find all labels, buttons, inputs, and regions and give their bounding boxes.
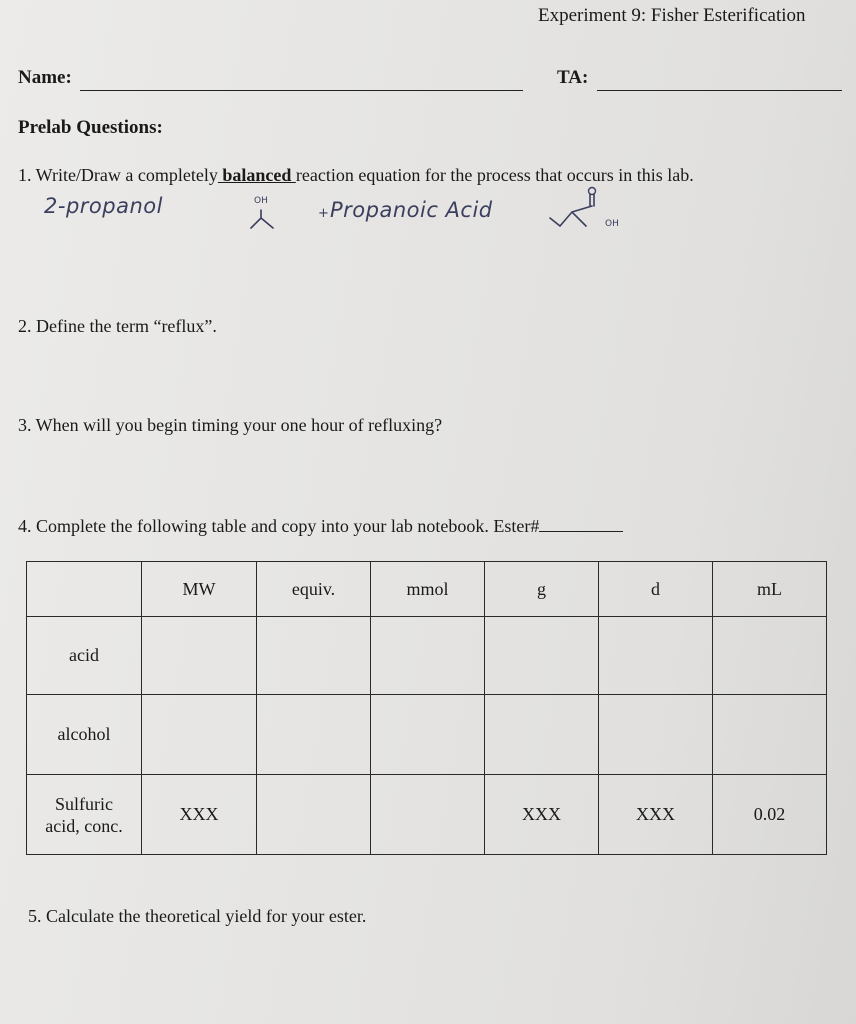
question-1	[18, 165, 694, 186]
table-cell: 0.02	[713, 775, 827, 855]
table-row	[27, 617, 827, 695]
table-header-d: d	[599, 562, 713, 617]
question-2: 2. Define the term “reflux”.	[18, 316, 217, 336]
table-cell[interactable]	[485, 617, 599, 695]
question-1-balanced-word: balanced	[217, 165, 296, 185]
table-cell[interactable]	[371, 775, 485, 855]
row-label-sulfuric-line-1: Sulfuric	[55, 793, 113, 814]
table-header-mw: MW	[142, 562, 257, 617]
name-field-line[interactable]	[80, 90, 523, 91]
row-label-acid: acid	[27, 617, 142, 695]
table-cell[interactable]	[142, 695, 257, 775]
question-3: 3. When will you begin timing your one hour of refluxing?	[18, 415, 443, 435]
table-cell[interactable]	[257, 775, 371, 855]
handwritten-reactant-2-text: Propanoic Acid	[330, 198, 493, 222]
table-header-mmol: mmol	[371, 562, 485, 617]
name-label: Name:	[18, 67, 72, 88]
ta-field-line[interactable]	[597, 90, 842, 91]
table-header-cell-corner	[27, 562, 142, 617]
question-4	[18, 516, 623, 537]
table-header-g: g	[485, 562, 599, 617]
table-cell[interactable]	[485, 695, 599, 775]
table-cell: XXX	[599, 775, 713, 855]
table-cell[interactable]	[257, 617, 371, 695]
table-cell[interactable]	[257, 695, 371, 775]
row-label-alcohol: alcohol	[27, 695, 142, 775]
row-label-sulfuric-line-2: acid, conc.	[45, 815, 123, 836]
experiment-title: Experiment 9: Fisher Esterification	[538, 5, 806, 26]
question-5: 5. Calculate the theoretical yield for your ester.	[28, 906, 367, 926]
table-cell[interactable]	[713, 617, 827, 695]
table-cell[interactable]	[142, 617, 257, 695]
table-header-equiv: equiv.	[257, 562, 371, 617]
section-title: Prelab Questions:	[18, 117, 163, 138]
table-row	[27, 695, 827, 775]
table-header-row	[27, 562, 827, 617]
handwritten-oh-label-1: OH	[254, 196, 268, 206]
question-1-text-end: reaction equation for the process that occurs in this lab.	[295, 165, 694, 185]
question-4-text: 4. Complete the following table and copy into your lab notebook. Ester#	[18, 516, 540, 536]
handwritten-plus: +	[318, 206, 329, 221]
table-cell: XXX	[485, 775, 599, 855]
question-1-text-start: 1. Write/Draw a completely	[18, 165, 218, 185]
isopropanol-structure-drawing	[248, 208, 278, 232]
table-cell: XXX	[142, 775, 257, 855]
table-row	[27, 775, 827, 855]
table-cell[interactable]	[713, 695, 827, 775]
table-cell[interactable]	[371, 617, 485, 695]
row-label-sulfuric-acid	[27, 775, 142, 855]
handwritten-reactant-1: 2-propanol	[44, 194, 163, 218]
handwritten-oh-label-2: OH	[605, 219, 619, 229]
reagent-table	[26, 561, 827, 855]
handwritten-reactant-2	[316, 198, 493, 222]
table-cell[interactable]	[371, 695, 485, 775]
table-cell[interactable]	[599, 617, 713, 695]
table-cell[interactable]	[599, 695, 713, 775]
table-header-ml: mL	[713, 562, 827, 617]
ta-label: TA:	[557, 67, 589, 88]
ester-number-blank[interactable]	[539, 530, 623, 532]
